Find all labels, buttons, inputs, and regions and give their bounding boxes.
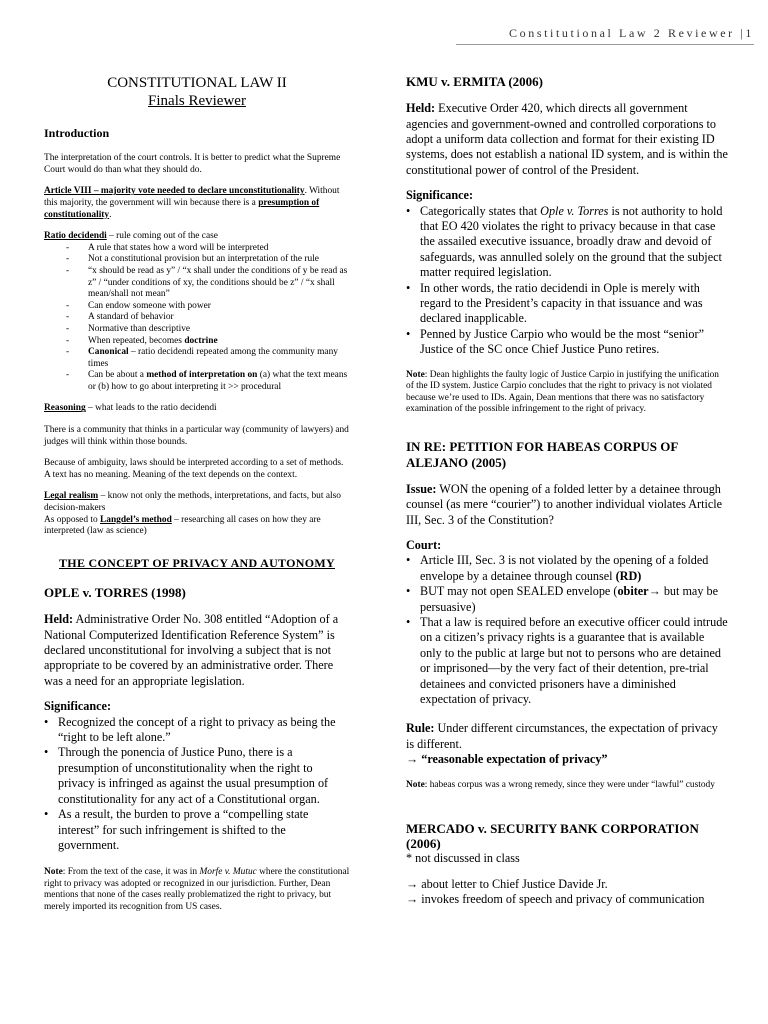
rd-marker: (RD) (615, 568, 642, 583)
rule-text: Under different circumstances, the expectation of privacy is different. (406, 721, 718, 751)
list-item (406, 584, 728, 615)
list-item: • That a law is required before an executive officer could intrude on a citizen’s privacy rights is a guarantee that is available only to the public at large but not to persons who are detained or imprisoned—by the very fact of their detention, pre-trial detainees and convicted prisoners have a diminished expectation of privacy. (406, 615, 728, 707)
habeas-corpus-note (406, 780, 728, 791)
obiter-marker: obiter→ (617, 584, 661, 599)
note-label: Note (406, 369, 425, 380)
ratio-decidendi-label: Ratio decidendi (44, 231, 107, 242)
note-text: : Dean highlights the faulty logic of Justice Carpio in justifying the unification of the ID system. Justice Carpio concludes that the right to privacy is not violated because we’re used to IDs. Again, Dean mentions that there was no satisfactory examination of the possible infringement to the right of privacy. (406, 369, 719, 414)
ratio-decidendi-list (44, 243, 350, 394)
mercado-subnote: * not discussed in class (406, 851, 520, 866)
alejano-case-title: IN RE: PETITION FOR HABEAS CORPUS OF ALEJANO (2005) (406, 439, 678, 470)
right-column (406, 74, 728, 908)
list-item: - A standard of behavior (44, 312, 350, 324)
reasonable-expectation-term: “reasonable expectation of privacy” (421, 752, 608, 767)
kmu-significance-label: Significance: (406, 188, 474, 203)
list-item: - “x should be read as y” / “x shall under the conditions of y be read as z” / “under conditions of xy, the conditions should be z” / “x shall mean/shall not mean” (44, 266, 350, 301)
legal-realism-text: – know not only the methods, interpretations, and facts, but also decision-makers (44, 491, 341, 514)
reasoning-label: Reasoning (44, 403, 86, 414)
court-label: Court: (406, 537, 442, 552)
held-label: Held: (44, 612, 74, 627)
list-item: - Not a constitutional provision but an interpretation of the rule (44, 254, 350, 266)
kmu-held-paragraph (406, 101, 728, 178)
arrow-glyph: → (406, 752, 422, 767)
ratio-decidendi-definition (44, 231, 350, 243)
ople-case-ref: Ople v. Torres (540, 203, 609, 218)
ratio-decidendi-text: – rule coming out of the case (106, 231, 218, 242)
list-item-text: (a) what the text means or (b) how to go about interpreting it >> procedural (88, 370, 348, 392)
privacy-section-heading: THE CONCEPT OF PRIVACY AND AUTONOMY (59, 555, 335, 570)
article-viii-label: Article VIII – majority vote needed to declare unconstitutionality (44, 186, 305, 197)
doctrine-term: doctrine (184, 335, 218, 346)
presumption-term: presumption of constitutionality (44, 197, 320, 220)
legal-realism-paragraph (44, 491, 350, 514)
list-item-text: Can be about a (88, 370, 147, 381)
document-subtitle: Finals Reviewer (148, 93, 246, 109)
note-text: : habeas corpus was a wrong remedy, since they were under “lawful” custody (424, 779, 715, 790)
legal-realism-label: Legal realism (44, 491, 99, 502)
list-item: - Normative than descriptive (44, 324, 350, 336)
list-item: • Through the ponencia of Justice Puno, there is a presumption of unconstitutionality when the right to privacy is infringed as against the usual presumption of constitutionality for any act of a Constitutional organ. (44, 745, 350, 807)
header-title: Constitutional Law 2 Reviewer (509, 26, 735, 40)
rule-label: Rule: (406, 721, 435, 736)
ople-significance-label: Significance: (44, 699, 112, 714)
mercado-arrow-line: → about letter to Chief Justice Davide Jr. (406, 876, 608, 891)
issue-text: WON the opening of a folded letter by a detainee through counsel (as mere “courier”) to another individual violates Article III, Sec. 3 of the Constitution? (406, 481, 723, 527)
court-list (406, 553, 728, 707)
list-item-text: but may be persuasive) (420, 584, 718, 614)
held-text: Executive Order 420, which directs all government agencies and government-owned and controlled corporations to adopt a uniform data collection and format for their existing ID systems, does not establish a national ID system, and is within the constitutional power of control of the President. (406, 101, 728, 177)
ople-case-title: OPLE v. TORRES (1998) (44, 585, 186, 601)
list-item: • As a result, the burden to prove a “compelling state interest” for such infringement is shifted to the government. (44, 807, 350, 853)
reasoning-text: – what leads to the ratio decidendi (85, 403, 217, 414)
canonical-term: Canonical (88, 347, 129, 358)
list-item: • Penned by Justice Carpio who would be the most “senior” Justice of the SC once Chief Justice Puno retires. (406, 327, 728, 358)
list-item: - Can endow someone with power (44, 301, 350, 313)
note-text: where the constitutional right to privacy was adopted or recognized in our jurisdiction. Further, Dean mentions that none of the cases really problematized the right to privacy, but merely imported its recognition from US cases. (44, 867, 350, 912)
introduction-heading: Introduction (44, 126, 110, 140)
note-text: : From the text of the case, it was in (62, 867, 200, 878)
rule-arrow-line (406, 752, 728, 767)
ople-held-paragraph (44, 612, 350, 689)
issue-paragraph (406, 482, 728, 528)
intro-paragraph: The interpretation of the court controls. It is better to predict what the Supreme Court would do than what they should do. (44, 153, 341, 175)
langdel-text: – researching all cases on how they are interpreted (law as science) (44, 514, 321, 537)
article-viii-text: . Without this majority, the government will win because there is a (44, 186, 340, 208)
held-text: Administrative Order No. 308 entitled “Adoption of a National Computerized Identification Reference System” is declared unconstitutional for involving a subject that is not appropriate to be covered by an administrative order. There was a need for an appropriate legislation. (44, 612, 339, 688)
langdel-label: Langdel’s method (100, 514, 172, 525)
langdel-paragraph (44, 515, 350, 538)
reasoning-paragraph (44, 403, 350, 415)
left-column (44, 74, 350, 922)
running-header (509, 26, 754, 42)
list-item-text: Categorically states that (420, 203, 541, 218)
kmu-case-title: KMU v. ERMITA (2006) (406, 74, 543, 89)
page-number: 1 (745, 26, 754, 40)
article-viii-end: . (109, 209, 112, 220)
ople-note (44, 867, 350, 913)
list-item-text: Article III, Sec. 3 is not violated by the opening of a folded envelope by a detainee through counsel (420, 553, 709, 583)
list-item: • In other words, the ratio decidendi in Ople is merely with regard to the President’s capacity in that issuance and was declared inapplicable. (406, 281, 728, 327)
rule-paragraph (406, 721, 728, 752)
ople-significance-list (44, 715, 350, 854)
langdel-prefix: As opposed to (44, 514, 100, 525)
note-label: Note (44, 867, 63, 878)
list-item: - A rule that states how a word will be interpreted (44, 243, 350, 255)
list-item-text: When repeated, becomes (88, 335, 185, 346)
ambiguity-paragraph: Because of ambiguity, laws should be interpreted according to a set of methods. A text has no meaning. Meaning of the text depends on the context. (44, 458, 344, 480)
list-item-text: BUT may not open SEALED envelope ( (420, 584, 618, 599)
morfe-case: Morfe v. Mutuc (199, 867, 257, 878)
method-term: method of interpretation on (146, 370, 258, 381)
mercado-case-title: MERCADO v. SECURITY BANK CORPORATION (2006) (406, 821, 699, 852)
list-item (406, 553, 728, 584)
kmu-significance-list (406, 204, 728, 358)
issue-label: Issue: (406, 481, 437, 496)
list-item: • Recognized the concept of a right to privacy as being the “right to be left alone.” (44, 715, 350, 746)
list-item (44, 370, 350, 393)
note-label: Note (406, 779, 425, 790)
header-separator: | (740, 26, 746, 40)
header-rule (456, 44, 754, 45)
held-label: Held: (406, 101, 436, 116)
list-item (44, 347, 350, 370)
document-title: CONSTITUTIONAL LAW II (107, 75, 287, 91)
list-item (44, 336, 350, 348)
list-item-text: – ratio decidendi repeated among the community many times (88, 347, 338, 369)
kmu-note (406, 370, 728, 416)
list-item-text: is not authority to hold that EO 420 violates the right to privacy because in that case the assailed executive issuance, broadly draw and devoid of safeguards, was annulled solely on the ground that the subject matter required legislation. (420, 203, 723, 280)
mercado-arrow-line: → invokes freedom of speech and privacy of communication (406, 892, 705, 907)
list-item (406, 204, 728, 281)
community-paragraph: There is a community that thinks in a particular way (community of lawyers) and judges will think within those bounds. (44, 425, 349, 447)
article-viii-paragraph (44, 186, 350, 221)
